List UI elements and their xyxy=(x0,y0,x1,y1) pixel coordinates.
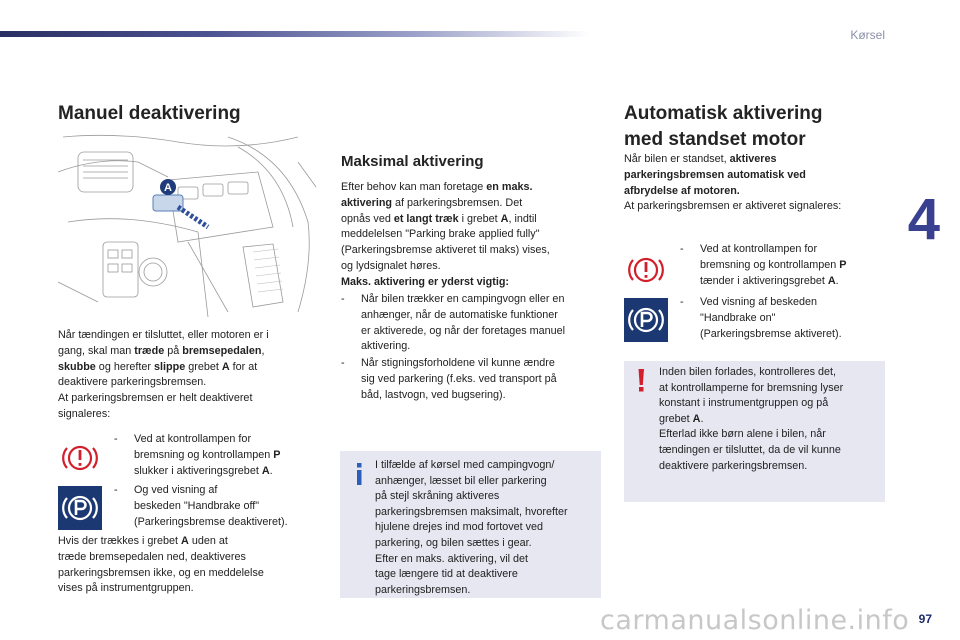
illustration-callout-a: A xyxy=(164,182,172,194)
left-title: Manuel deaktivering xyxy=(58,103,241,124)
left-intro-paragraph: Når tændingen er tilsluttet, eller motoren er i gang, skal man træde på bremsepedalen, skubbe og herefter slippe grebet A for at deaktivere parkeringsbremsen. At parkeringsbremsen er helt deaktiveret signaleres: xyxy=(58,329,269,420)
warning-exclamation-icon xyxy=(634,367,648,393)
right-paragraph: Når bilen er standset, aktiveres parkeringsbremsen automatisk ved afbrydelse af motoren. At parkeringsbremsen er aktiveret signaleres: xyxy=(624,153,842,213)
section-label: Kørsel xyxy=(850,28,885,42)
page-number: 97 xyxy=(918,612,932,626)
info-icon xyxy=(352,461,366,487)
right-title: Automatisk aktivering med standset motor xyxy=(624,103,823,150)
middle-title: Maksimal aktivering xyxy=(341,153,484,170)
parking-brake-p-icon xyxy=(624,298,668,342)
middle-paragraph: Efter behov kan man foretage en maks. aktivering af parkeringsbremsen. Det opnås ved et langt træk i grebet A, indtil meddelelsen "Parking brake applied fully" (Parkeringsbremse aktiveret til maks) vises, og lydsignalet høres. Maks. aktivering er yderst vigtig: xyxy=(341,181,550,288)
brake-warning-icon xyxy=(624,248,668,292)
info-box: I tilfælde af kørsel med campingvogn/ anhænger, læsset bil eller parkering på stejl skråning aktiveres parkeringsbremsen maksimalt, hvorefter hjulene drejes ind mod fortovet ved parkering, og bilen sættes i gear. Efter en maks. aktivering, vil det tage længere tid at deaktivere parkeringsbremsen. xyxy=(340,451,601,598)
warning-box: Inden bilen forlades, kontrolleres det, at kontrollamperne for bremsning lyser konstant i instrumentgruppen og på grebet A. Efterlad ikke børn alene i bilen, når tændingen er tilsluttet, da de vil kunne deaktivere parkeringsbremsen. xyxy=(624,361,885,502)
watermark: carmanualsonline.info xyxy=(600,605,910,636)
brake-warning-icon xyxy=(58,436,102,480)
header-gradient-bar xyxy=(0,31,590,37)
left-closing-paragraph: Hvis der trækkes i grebet A uden at træde bremsepedalen ned, deaktiveres parkeringsbremsen ikke, og en meddelelse vises på instrumentgruppen. xyxy=(58,535,264,595)
chapter-number: 4 xyxy=(907,187,940,252)
parking-brake-p-icon xyxy=(58,486,102,530)
dashboard-illustration xyxy=(58,132,318,317)
